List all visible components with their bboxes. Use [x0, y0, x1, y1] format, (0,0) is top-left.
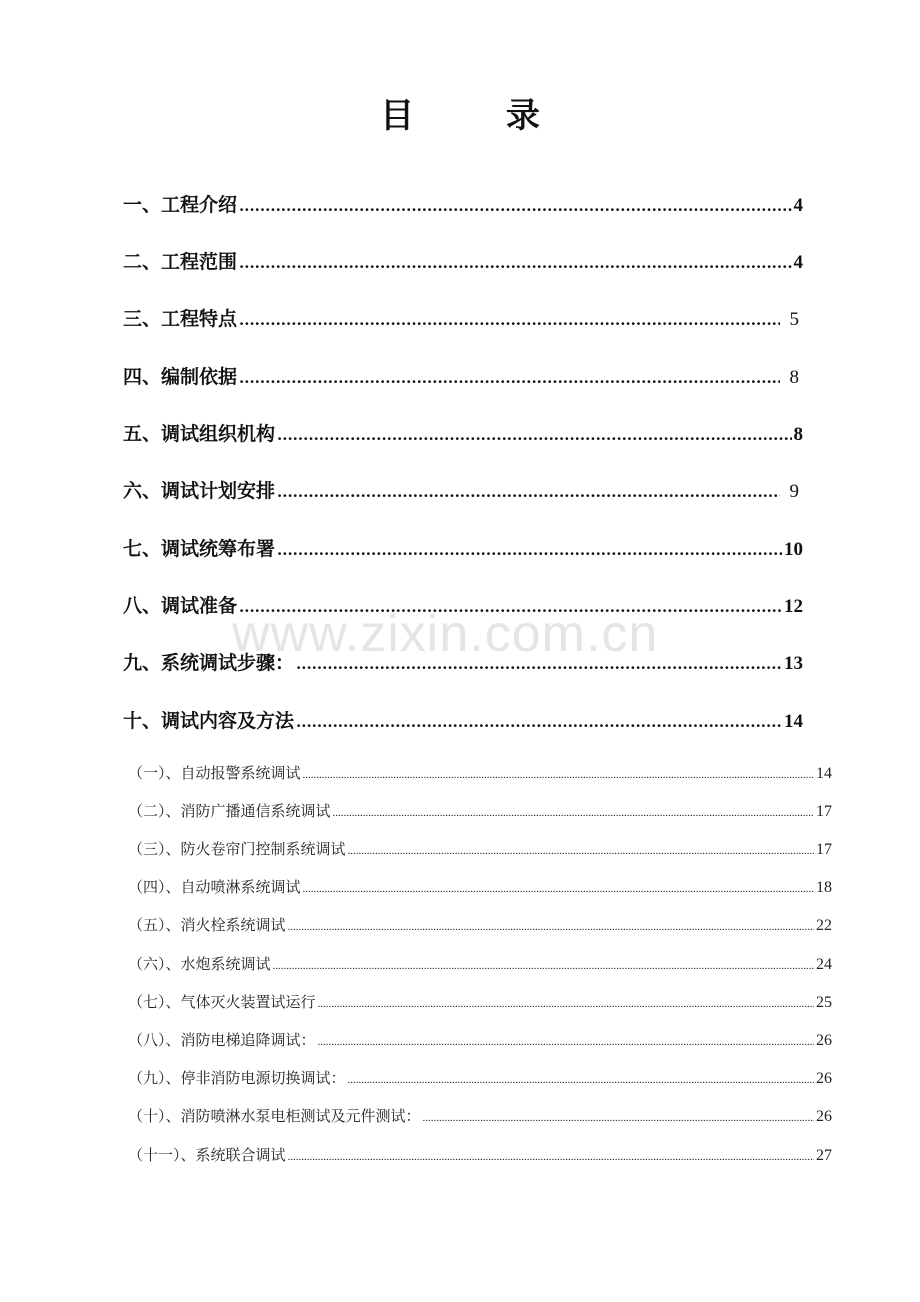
dot-leader: [277, 483, 779, 501]
toc-entry-label: （四）、自动喷淋系统调试: [128, 878, 301, 896]
toc-entry-page: 14: [816, 765, 832, 782]
toc-entry-page: 26: [816, 1108, 832, 1125]
dot-leader: [318, 998, 814, 1010]
toc-main-entry[interactable]: [123, 476, 799, 504]
dot-leader: [239, 197, 791, 215]
toc-entry-label: （一）、自动报警系统调试: [128, 764, 301, 782]
toc-entry-page: 18: [816, 879, 832, 896]
toc-entry-label: （十）、消防喷淋水泵电柜测试及元件测试：: [128, 1107, 421, 1125]
toc-sub-entry[interactable]: [128, 1144, 832, 1166]
toc-entry-label: （九）、停非消防电源切换调试：: [128, 1069, 346, 1087]
toc-main-entry[interactable]: [123, 362, 799, 390]
watermark-text: www.zixin.com.cn: [232, 605, 659, 663]
toc-entry-label: 五、调试组织机构: [123, 423, 276, 445]
toc-entry-label: 十、调试内容及方法: [123, 710, 295, 732]
toc-entry-page: 9: [789, 481, 799, 502]
toc-sub-entry[interactable]: [128, 1105, 832, 1127]
toc-entry-page: 4: [793, 252, 803, 273]
toc-entry-page: 26: [816, 1070, 832, 1087]
dot-leader: [296, 713, 782, 731]
toc-entry-page: 17: [816, 841, 832, 858]
toc-entry-label: 四、编制依据: [123, 366, 238, 388]
toc-sub-entry[interactable]: [128, 914, 832, 936]
toc-entry-label: （三）、防火卷帘门控制系统调试: [128, 840, 346, 858]
dot-leader: [239, 311, 779, 329]
toc-entry-page: 25: [816, 994, 832, 1011]
toc-entry-page: 14: [784, 711, 803, 732]
toc-sub-entry[interactable]: [128, 1029, 832, 1051]
toc-entry-label: 一、工程介绍: [123, 194, 238, 216]
toc-sub-entry[interactable]: [128, 953, 832, 975]
dot-leader: [277, 426, 791, 444]
toc-entry-page: 26: [816, 1032, 832, 1049]
toc-entry-label: 九、系统调试步骤：: [123, 652, 295, 674]
toc-entry-page: 22: [816, 917, 832, 934]
toc-main-entry[interactable]: [123, 419, 803, 447]
toc-entry-page: 27: [816, 1147, 832, 1164]
toc-entry-label: （六）、水炮系统调试: [128, 955, 271, 973]
toc-entry-label: 三、工程特点: [123, 308, 238, 330]
page-title: 目 录: [380, 96, 580, 136]
dot-leader: [239, 369, 779, 387]
toc-entry-page: 8: [789, 367, 799, 388]
dot-leader: [423, 1112, 814, 1124]
toc-entry-label: （八）、消防电梯追降调试：: [128, 1031, 316, 1049]
dot-leader: [318, 1036, 814, 1048]
toc-entry-label: （十一）、系统联合调试: [128, 1146, 286, 1164]
dot-leader: [348, 1074, 814, 1086]
dot-leader: [303, 883, 814, 895]
dot-leader: [273, 960, 814, 972]
dot-leader: [333, 807, 814, 819]
dot-leader: [239, 254, 791, 272]
toc-entry-label: （五）、消火栓系统调试: [128, 916, 286, 934]
toc-main-entry[interactable]: [123, 706, 803, 734]
toc-sub-entry[interactable]: [128, 876, 832, 898]
toc-entry-page: 13: [784, 653, 803, 674]
toc-sub-entry[interactable]: [128, 762, 832, 784]
toc-entry-label: 七、调试统筹布署: [123, 538, 276, 560]
toc-entry-label: （二）、消防广播通信系统调试: [128, 802, 331, 820]
toc-entry-page: 24: [816, 956, 832, 973]
dot-leader: [303, 769, 814, 781]
toc-sub-entry[interactable]: [128, 800, 832, 822]
toc-entry-label: 八、调试准备: [123, 595, 238, 617]
toc-main-entry[interactable]: [123, 190, 803, 218]
toc-entry-page: 8: [793, 424, 803, 445]
toc-main-entry[interactable]: [123, 534, 803, 562]
dot-leader: [277, 541, 782, 559]
toc-entry-page: 17: [816, 803, 832, 820]
dot-leader: [288, 1151, 814, 1163]
toc-main-entry[interactable]: [123, 247, 803, 275]
toc-main-entry[interactable]: [123, 304, 799, 332]
toc-entry-label: （七）、气体灭火装置试运行: [128, 993, 316, 1011]
toc-entry-label: 六、调试计划安排: [123, 480, 276, 502]
toc-sub-entry[interactable]: [128, 991, 832, 1013]
toc-sub-entry[interactable]: [128, 1067, 832, 1089]
dot-leader: [288, 921, 814, 933]
toc-entry-page: 5: [789, 309, 799, 330]
toc-entry-page: 12: [784, 596, 803, 617]
toc-entry-label: 二、工程范围: [123, 251, 238, 273]
toc-sub-entry[interactable]: [128, 838, 832, 860]
toc-entry-page: 10: [784, 539, 803, 560]
dot-leader: [348, 845, 814, 857]
toc-entry-page: 4: [793, 195, 803, 216]
